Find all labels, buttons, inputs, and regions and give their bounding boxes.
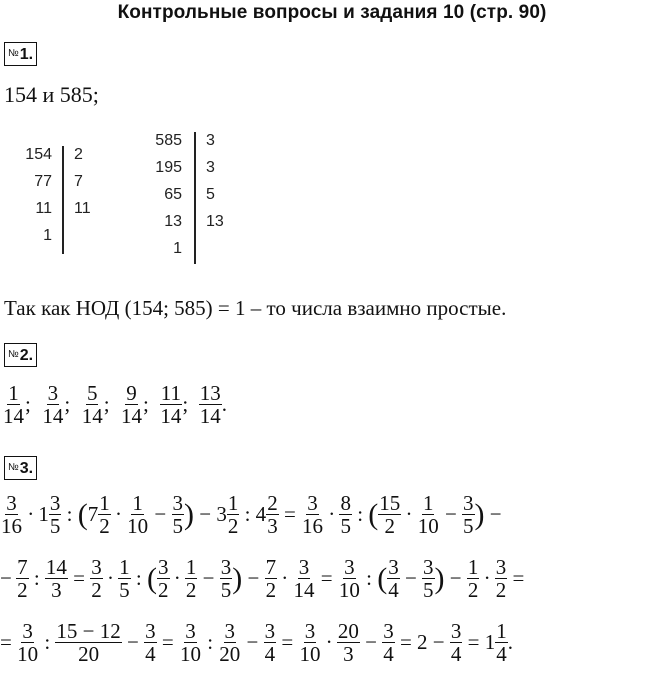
task-2-fractions: $\frac{1}{14}$ ; $\frac{3}{14}$ ; $\frac{5}{14}$ ; $\frac{9}{14}$ ; $\frac{11}{14}$ ; $\frac{13}{14}$ .	[3, 381, 227, 429]
dividend: 77	[34, 173, 52, 190]
division-line	[62, 146, 64, 254]
fraction: $\frac{5}{14}$	[81, 381, 103, 429]
task-2-label: №2.	[4, 343, 37, 367]
divisor: 3	[206, 132, 215, 149]
fraction: $\frac{13}{14}$	[199, 381, 221, 429]
fraction: $\frac{3}{14}$	[42, 381, 64, 429]
dividend: 1	[173, 240, 182, 257]
division-585	[140, 132, 250, 272]
divisor: 3	[206, 159, 215, 176]
fraction: $\frac{1}{14}$	[3, 381, 24, 429]
fraction: $\frac{9}{14}$	[121, 381, 143, 429]
page-title: Контрольные вопросы и задания 10 (стр. 90)	[117, 2, 547, 23]
dividend: 65	[164, 186, 182, 203]
task-3-line-3: = $\frac{3}{10}$ : $\frac{15 - 12}{20}$ − $\frac{3}{4}$ = $\frac{3}{10}$ : $\frac{3}{20}$ − $\frac{3}{4}$ = $\frac{3}{10}$ · $\frac{20}{3}$ − $\frac{3}{4}$ = 2 − $\frac{3}{4}$ = 1 $\frac{1}{4}$ .	[0, 619, 513, 667]
divisor: 11	[74, 200, 91, 217]
division-line	[194, 132, 196, 264]
task-3-line-2: − $\frac{7}{2}$ : $\frac{14}{3}$ = $\frac{3}{2}$ · $\frac{1}{5}$ : ( $\frac{3}{2}$ · $\frac{1}{2}$ − $\frac{3}{5}$ ) − $\frac{7}{2}$ · $\frac{3}{14}$ = $\frac{3}{10}$ : ( $\frac{3}{4}$ − $\frac{3}{5}$ ) − $\frac{1}{2}$ · $\frac{3}{2}$ =	[0, 555, 525, 603]
division-154	[10, 146, 110, 261]
divisor: 7	[74, 173, 83, 190]
dividend: 1	[43, 227, 52, 244]
task-1-conclusion: Так как НОД (154; 585) = 1 – то числа взаимно простые.	[4, 296, 507, 320]
task-3-line-1: $\frac{3}{16}$ · 1 $\frac{3}{5}$ : ( 7 $\frac{1}{2}$ · $\frac{1}{10}$ − $\frac{3}{5}$ ) − 3 $\frac{1}{2}$ : 4 $\frac{2}{3}$ = $\frac{3}{16}$ · $\frac{8}{5}$ : ( $\frac{15}{2}$ · $\frac{1}{10}$ − $\frac{3}{5}$ ) −	[1, 491, 502, 539]
dividend: 13	[164, 213, 182, 230]
task-3-label: №3.	[4, 456, 37, 480]
divisor: 5	[206, 186, 215, 203]
divisor: 13	[206, 213, 224, 230]
fraction: $\frac{11}{14}$	[160, 381, 182, 429]
divisor: 2	[74, 146, 83, 163]
dividend: 154	[25, 146, 52, 163]
task-1-header: 154 и 585;	[4, 82, 99, 107]
dividend: 585	[155, 132, 182, 149]
dividend: 11	[35, 200, 52, 217]
dividend: 195	[155, 159, 182, 176]
task-1-label: №1.	[4, 42, 37, 66]
